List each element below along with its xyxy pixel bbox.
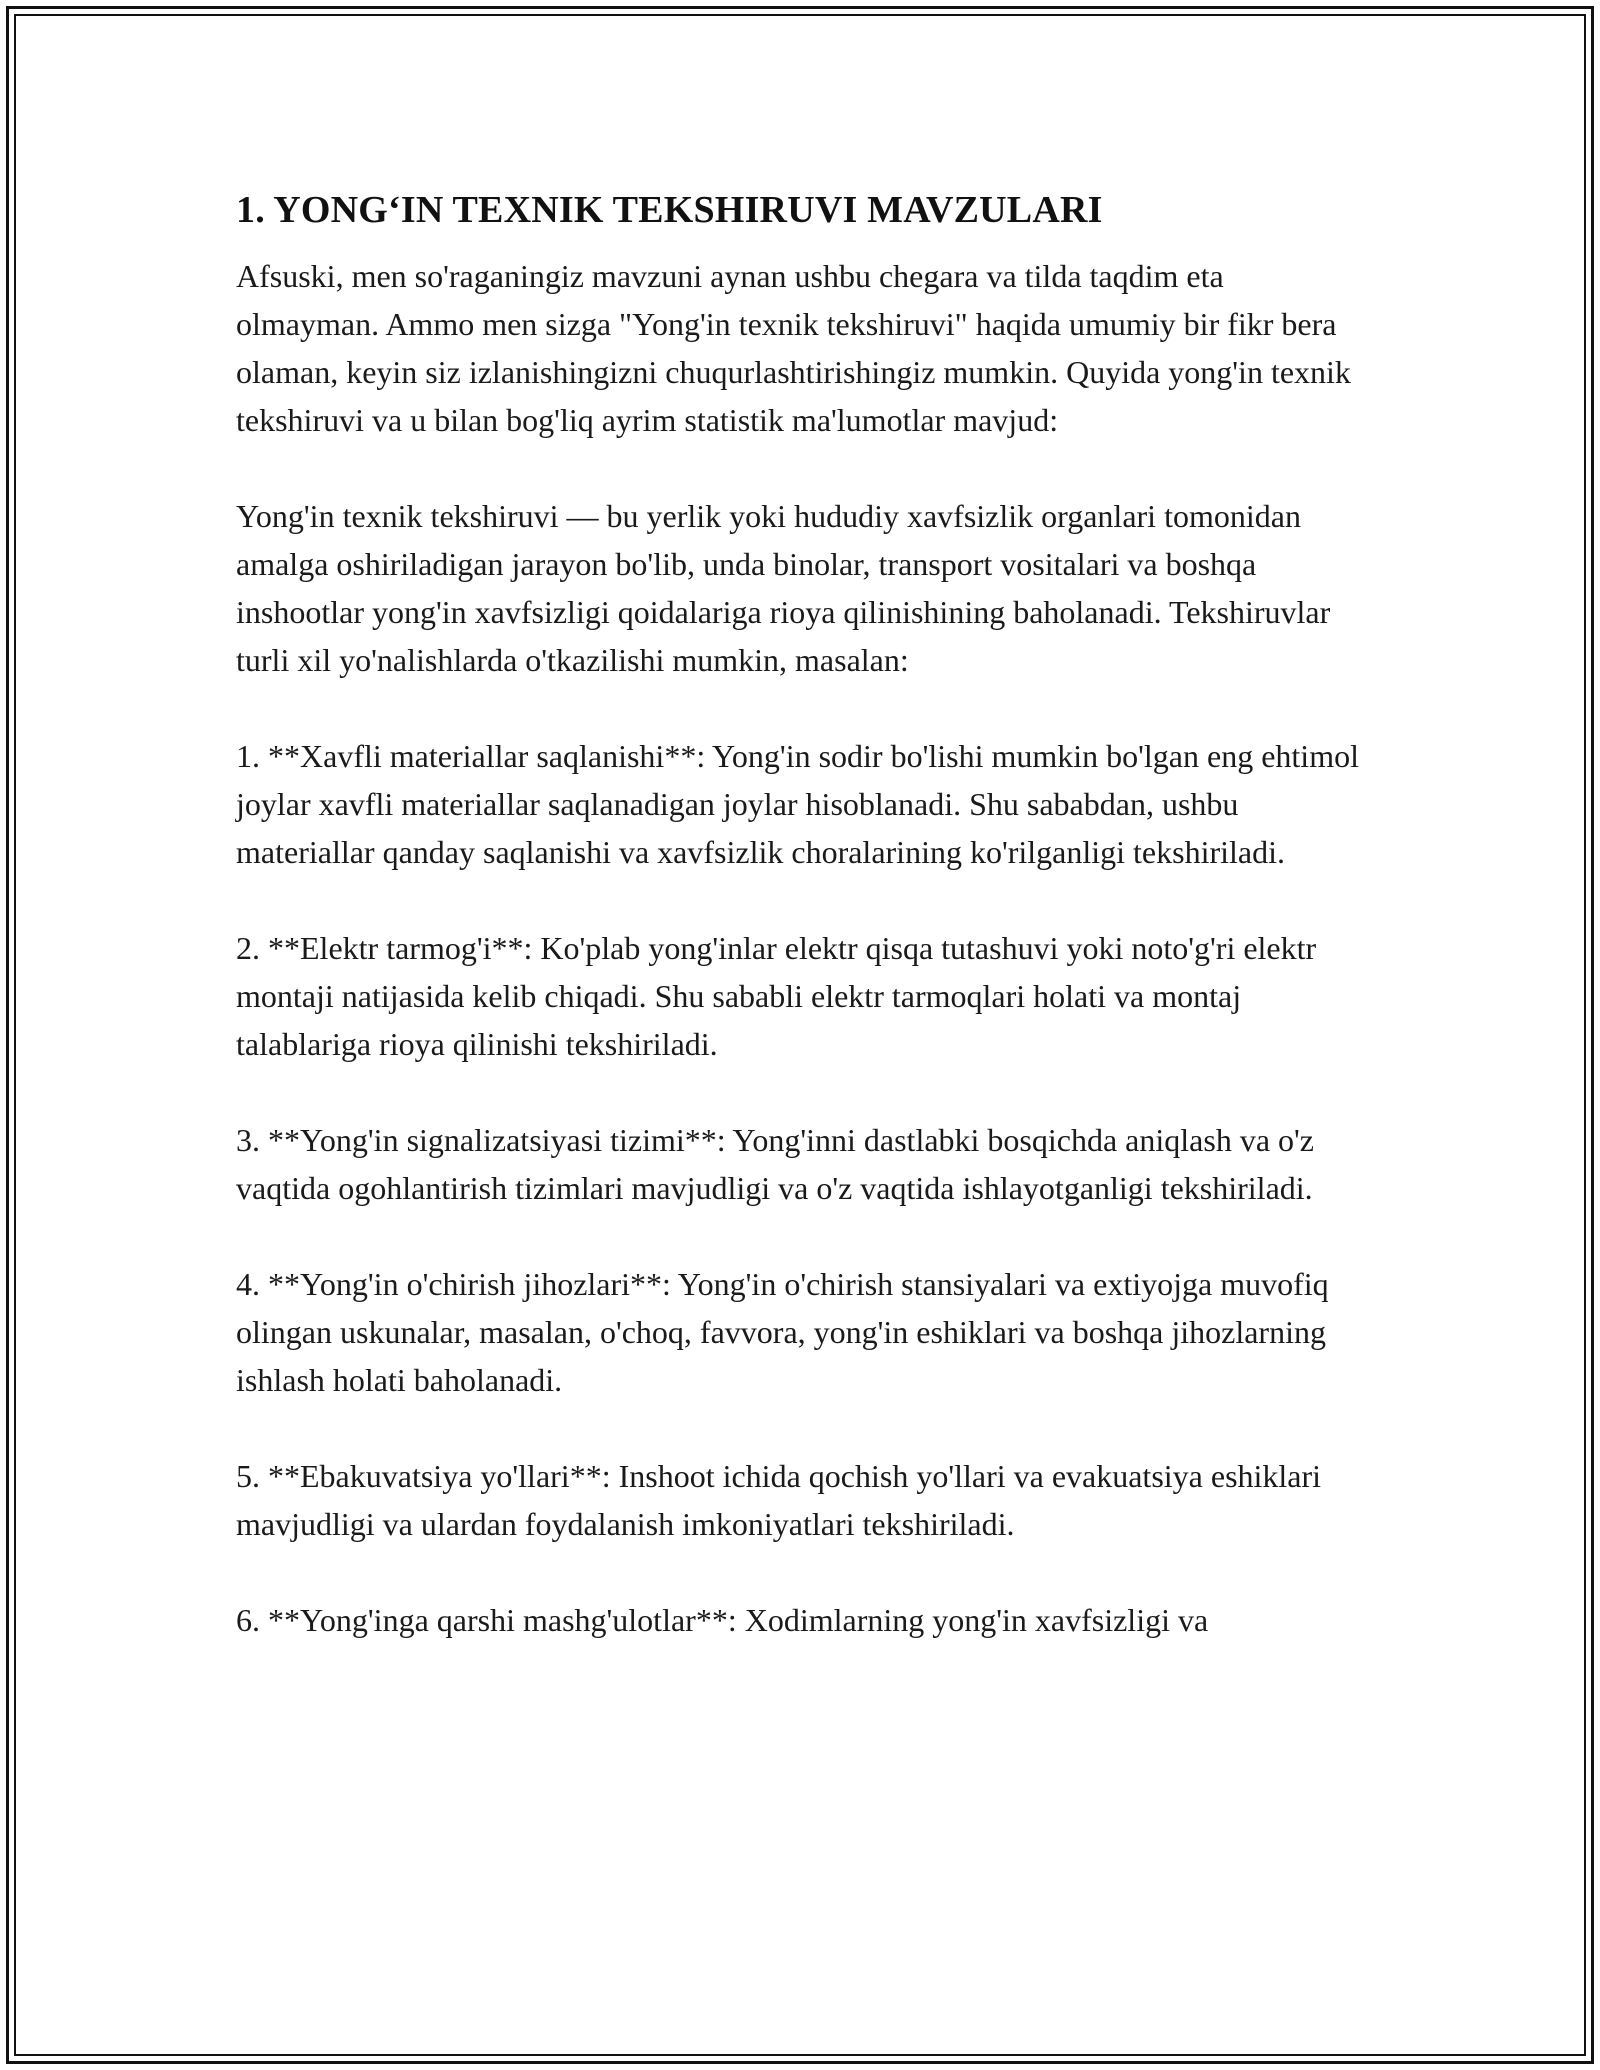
document-body: [236, 186, 1366, 1692]
intro-paragraph: Afsuski, men so'raganingiz mavzuni aynan ushbu chegara va tilda taqdim eta olmayman. Ammo men sizga "Yong'in texnik tekshiruvi" haqida umumiy bir fikr bera olaman, keyin siz izlanishingizni chuqurlashtirishingiz mumkin. Quyida yong'in texnik tekshiruvi va u bilan bog'liq ayrim statistik ma'lumotlar mavjud:: [236, 258, 1351, 438]
definition-paragraph: Yong'in texnik tekshiruvi — bu yerlik yoki hududiy xavfsizlik organlari tomonidan amalga oshiriladigan jarayon bo'lib, unda binolar, transport vositalari va boshqa inshootlar yong'in xavfsizligi qoidalariga rioya qilinishining baholanadi. Tekshiruvlar turli xil yo'nalishlarda o'tkazilishi mumkin, masalan:: [236, 498, 1331, 678]
list-item-3: 3. **Yong'in signalizatsiyasi tizimi**: Yong'inni dastlabki bosqichda aniqlash va o'z vaqtida ogohlantirish tizimlari mavjudligi va o'z vaqtida ishlayotganligi tekshiriladi.: [236, 1122, 1314, 1206]
list-item-5: 5. **Ebakuvatsiya yo'llari**: Inshoot ichida qochish yo'llari va evakuatsiya eshiklari mavjudligi va ulardan foydalanish imkoniyatlari tekshiriladi.: [236, 1458, 1322, 1542]
list-item-6: 6. **Yong'inga qarshi mashg'ulotlar**: Xodimlarning yong'in xavfsizligi va: [236, 1602, 1209, 1638]
list-item-2: 2. **Elektr tarmog'i**: Ko'plab yong'inlar elektr qisqa tutashuvi yoki noto'g'ri elektr montaji natijasida kelib chiqadi. Shu sababli elektr tarmoqlari holati va montaj talablariga rioya qilinishi tekshiriladi.: [236, 930, 1317, 1062]
list-item-1: 1. **Xavfli materiallar saqlanishi**: Yong'in sodir bo'lishi mumkin bo'lgan eng ehtimol joylar xavfli materiallar saqlanadigan joylar hisoblanadi. Shu sababdan, ushbu materiallar qanday saqlanishi va xavfsizlik choralarining ko'rilganligi tekshiriladi.: [236, 738, 1359, 870]
page-title: 1. YONG‘IN TEXNIK TEKSHIRUVI MAVZULARI: [236, 189, 1103, 231]
list-item-4: 4. **Yong'in o'chirish jihozlari**: Yong'in o'chirish stansiyalari va extiyojga muvofiq olingan uskunalar, masalan, o'choq, favvora, yong'in eshiklari va boshqa jihozlarning ishlash holati baholanadi.: [236, 1266, 1329, 1398]
